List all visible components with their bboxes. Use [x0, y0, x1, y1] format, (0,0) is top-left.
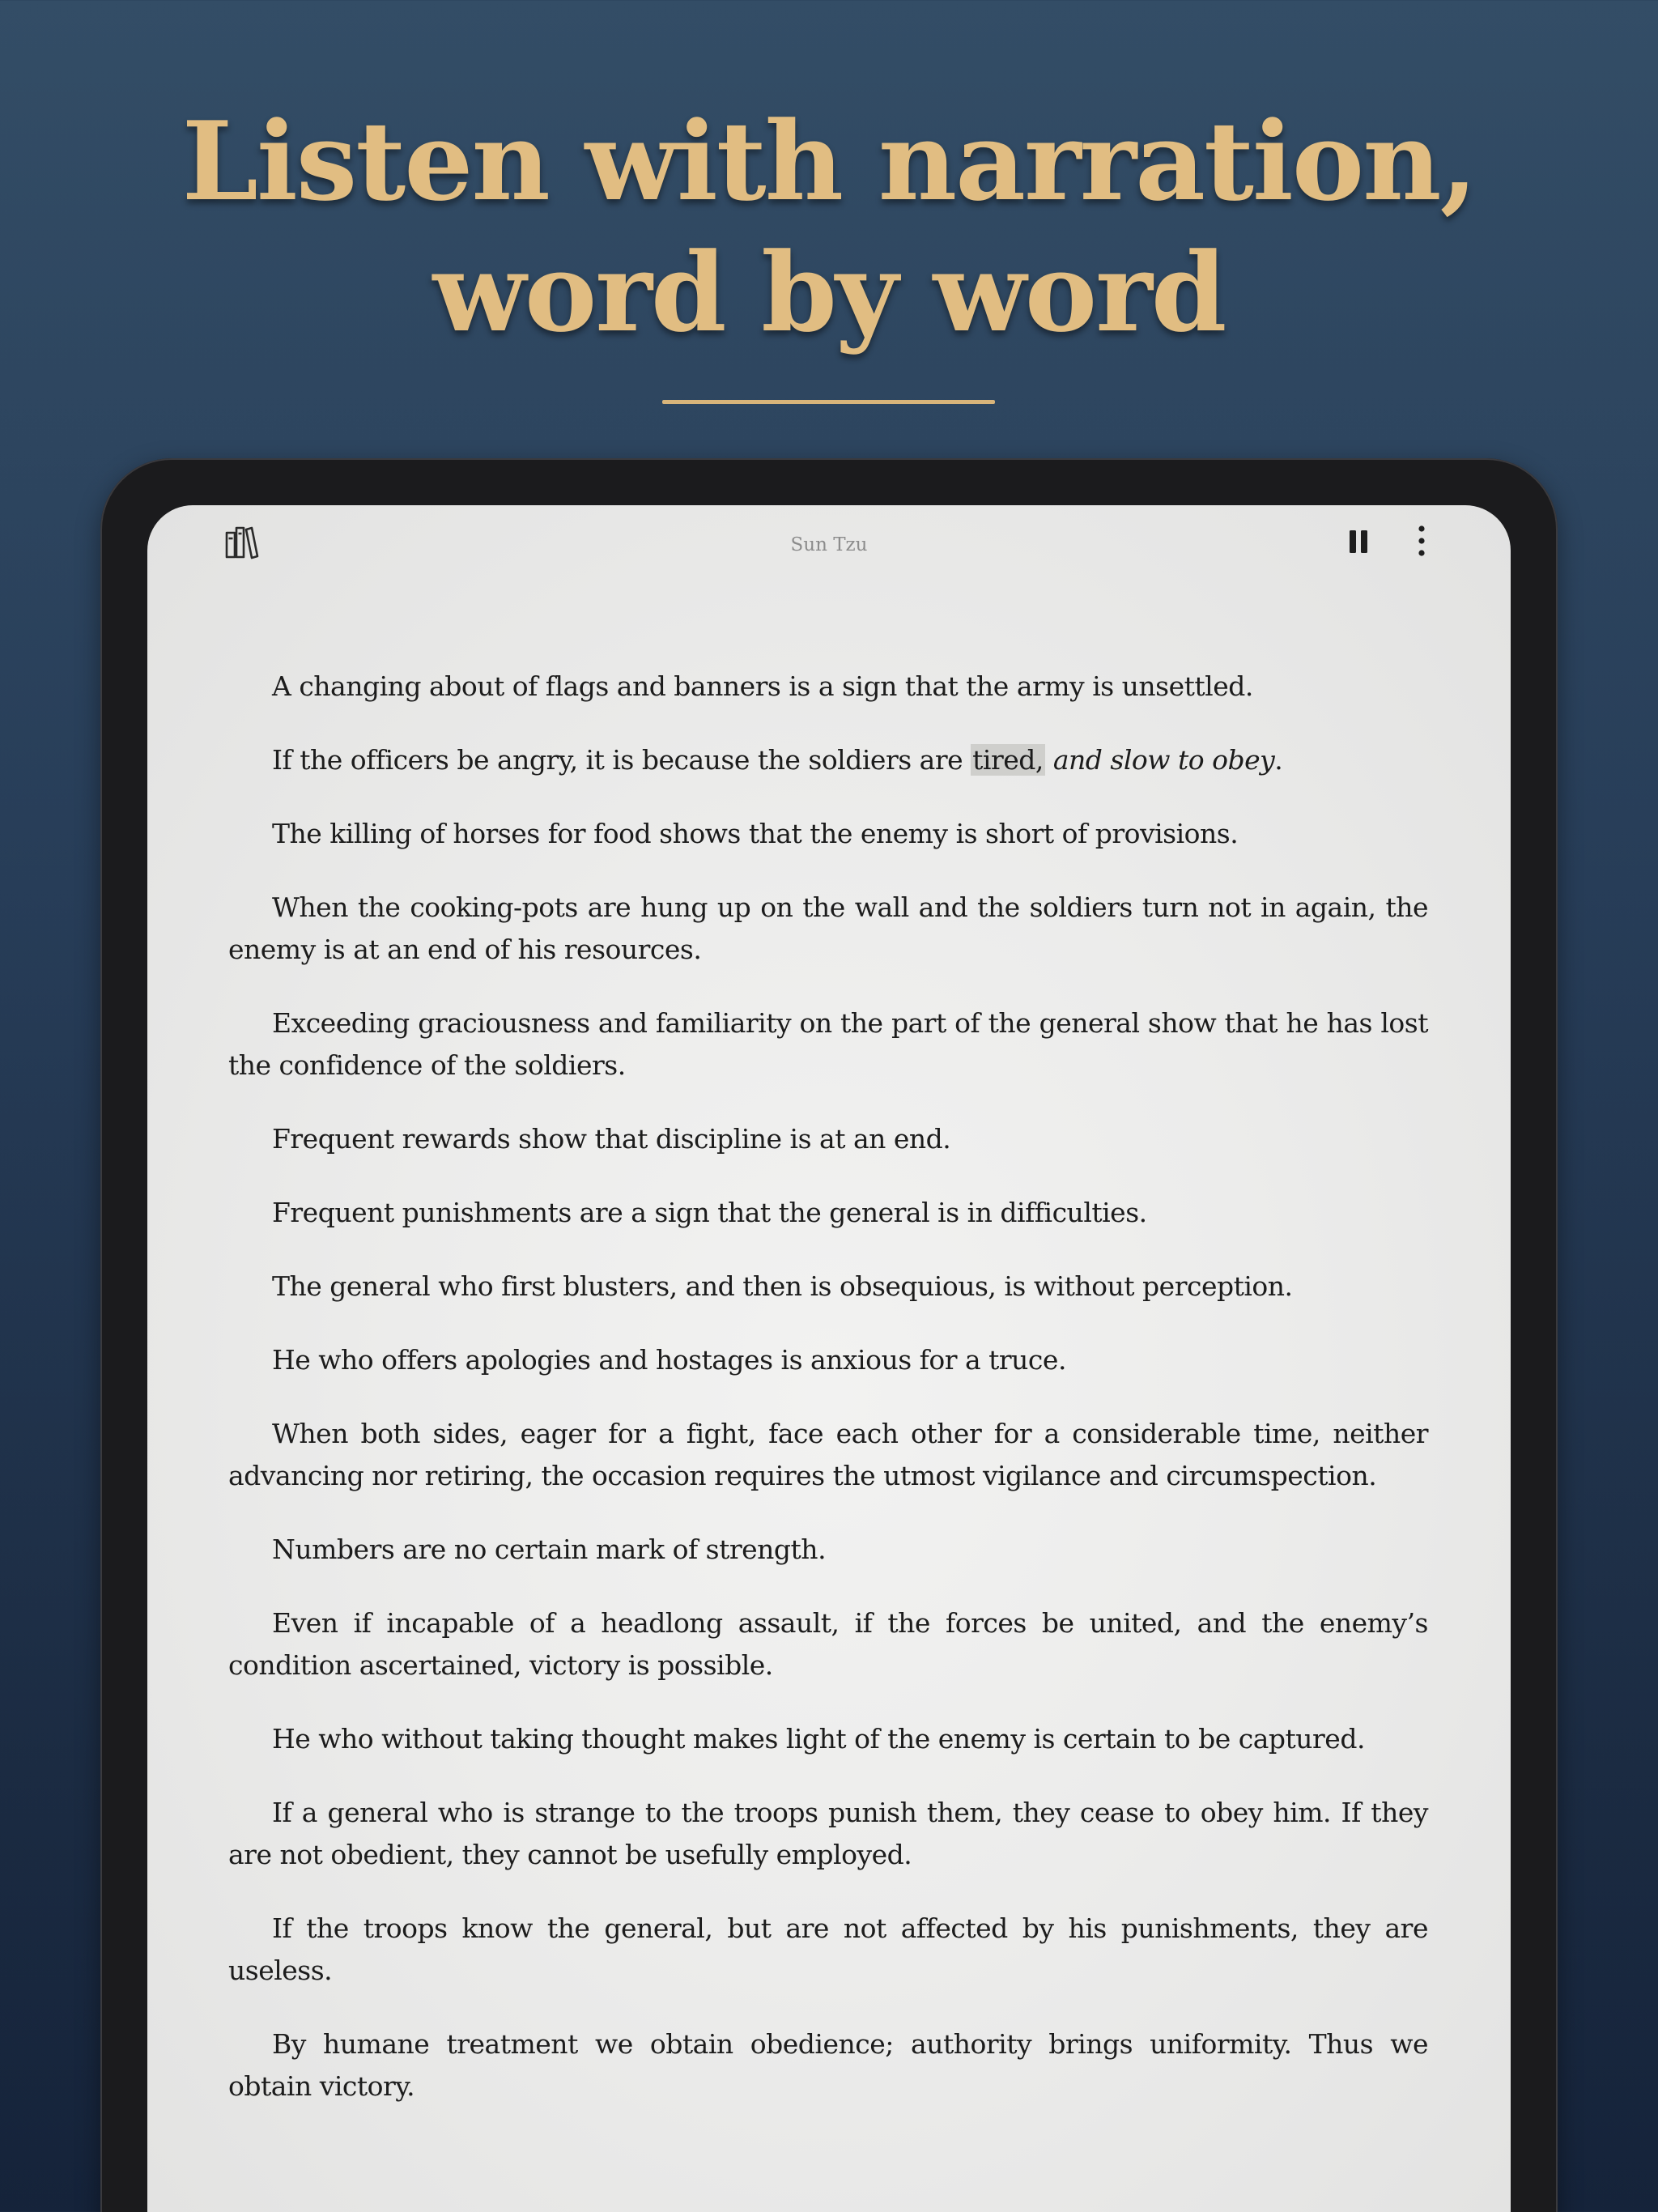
headline-divider — [662, 400, 995, 404]
text-after-highlight: . — [1274, 744, 1283, 776]
paragraph: When both sides, eager for a fight, face each other for a considerable time, neither advancing nor retiring, the occasion requires the utmost vigilance and circumspection. — [228, 1418, 1428, 1491]
book-text[interactable] — [228, 666, 1428, 2139]
paragraph: Frequent punishments are a sign that the general is in difficulties. — [272, 1197, 1147, 1228]
text-space — [1045, 744, 1053, 776]
paragraph: The general who first blusters, and then is obsequious, is without perception. — [272, 1270, 1293, 1302]
paragraph: By humane treatment we obtain obedience; authority brings uniformity. Thus we obtain victory. — [228, 2028, 1428, 2102]
reader-screen — [147, 505, 1511, 2212]
pause-icon[interactable] — [1348, 528, 1369, 555]
paragraph: If a general who is strange to the troops punish them, they cease to obey him. If they are not obedient, they cannot be usefully employed. — [228, 1797, 1428, 1870]
paragraph: He who offers apologies and hostages is anxious for a truce. — [272, 1344, 1066, 1376]
book-title: Sun Tzu — [790, 534, 868, 555]
headline-line-1: Listen with narration, — [181, 97, 1477, 225]
text-before-highlight: If the officers be angry, it is because the soldiers are — [272, 744, 971, 776]
more-vertical-icon[interactable] — [1415, 524, 1428, 558]
paragraph: Numbers are no certain mark of strength. — [272, 1534, 827, 1565]
paragraph: When the cooking-pots are hung up on the wall and the soldiers turn not in again, the enemy is at an end of his resources. — [228, 891, 1428, 965]
headline-line-2: word by word — [432, 228, 1226, 356]
narration-highlighted-word: tired, — [972, 744, 1044, 776]
paragraph: Even if incapable of a headlong assault, if the forces be united, and the enemy’s condition ascertained, victory is possible. — [228, 1607, 1428, 1681]
paragraph: If the troops know the general, but are not affected by his punishments, they are useless. — [228, 1912, 1428, 1986]
paragraph: Frequent rewards show that discipline is at an end. — [272, 1123, 951, 1155]
paragraph: A changing about of flags and banners is a sign that the army is unsettled. — [272, 670, 1253, 702]
italic-text: and slow to obey — [1052, 744, 1275, 776]
current-paragraph — [228, 739, 1428, 781]
paragraph: Exceeding graciousness and familiarity on the part of the general show that he has lost the confidence of the soldiers. — [228, 1007, 1428, 1081]
reader-toolbar — [147, 505, 1511, 578]
headline — [0, 96, 1658, 358]
paragraph: He who without taking thought makes light of the enemy is certain to be captured. — [272, 1723, 1365, 1755]
paragraph: The killing of horses for food shows that the enemy is short of provisions. — [272, 818, 1239, 849]
